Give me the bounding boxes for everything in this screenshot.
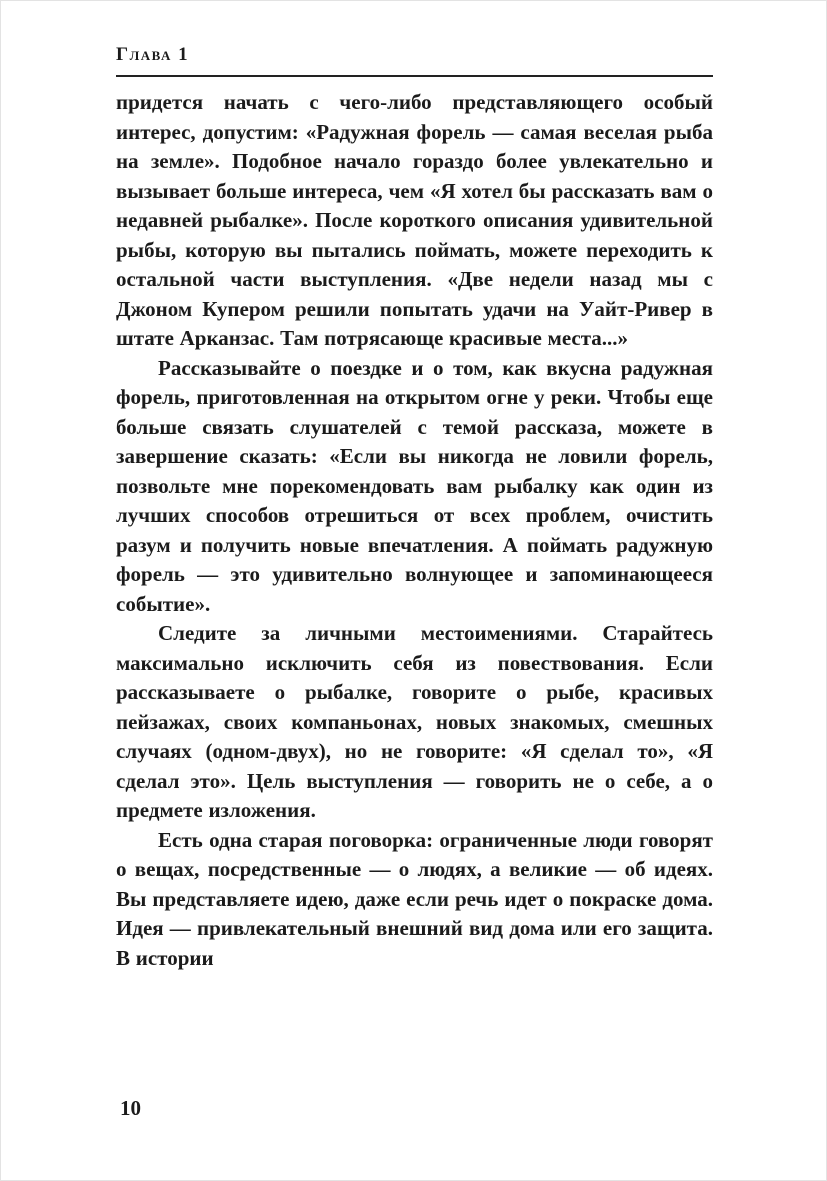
body-paragraph: Следите за личными местоимениями. Старайтесь максимально исключить себя из повествования. Если рассказываете о рыбалке, говорите о рыбе, красивых пейзажах, своих компаньонах, новых знакомых, смешных случаях (одном-двух), но не говорите: «Я сделал то», «Я сделал это». Цель выступления — говорить не о себе, а о предмете изложения.: [116, 621, 713, 822]
page-number: 10: [120, 1096, 141, 1120]
body-paragraph: Есть одна старая поговорка: ограниченные люди говорят о вещах, посредственные — о людях, а великие — об идеях. Вы представляете идею, даже если речь идет о покраске дома. Идея — привлекательный внешний вид дома или его защита. В истории: [116, 827, 713, 970]
body-paragraph: придется начать с чего-либо представляющего особый интерес, допустим: «Радужная форель — самая веселая рыба на земле». Подобное начало гораздо более увлекательно и вызывает больше интереса, чем «Я хотел бы рассказать вам о недавней рыбалке». После короткого описания удивительной рыбы, которую вы пытались поймать, можете переходить к остальной части выступления. «Две недели назад мы с Джоном Купером решили попытать удачи на Уайт-Ривер в штате Арканзас. Там потрясающе красивые места...»: [116, 90, 713, 350]
page-body: [116, 88, 713, 973]
body-paragraph: Рассказывайте о поездке и о том, как вкусна радужная форель, приготовленная на открытом огне у реки. Чтобы еще больше связать слушателей с темой рассказа, можете в завершение сказать: «Если вы никогда не ловили форель, позвольте мне порекомендовать вам рыбалку как один из лучших способов отрешиться от всех проблем, очистить разум и получить новые впечатления. А поймать радужную форель — это удивительно волнующее и запоминающееся событие».: [116, 355, 713, 616]
chapter-label: Глава 1: [116, 44, 190, 65]
running-header: [116, 44, 713, 77]
